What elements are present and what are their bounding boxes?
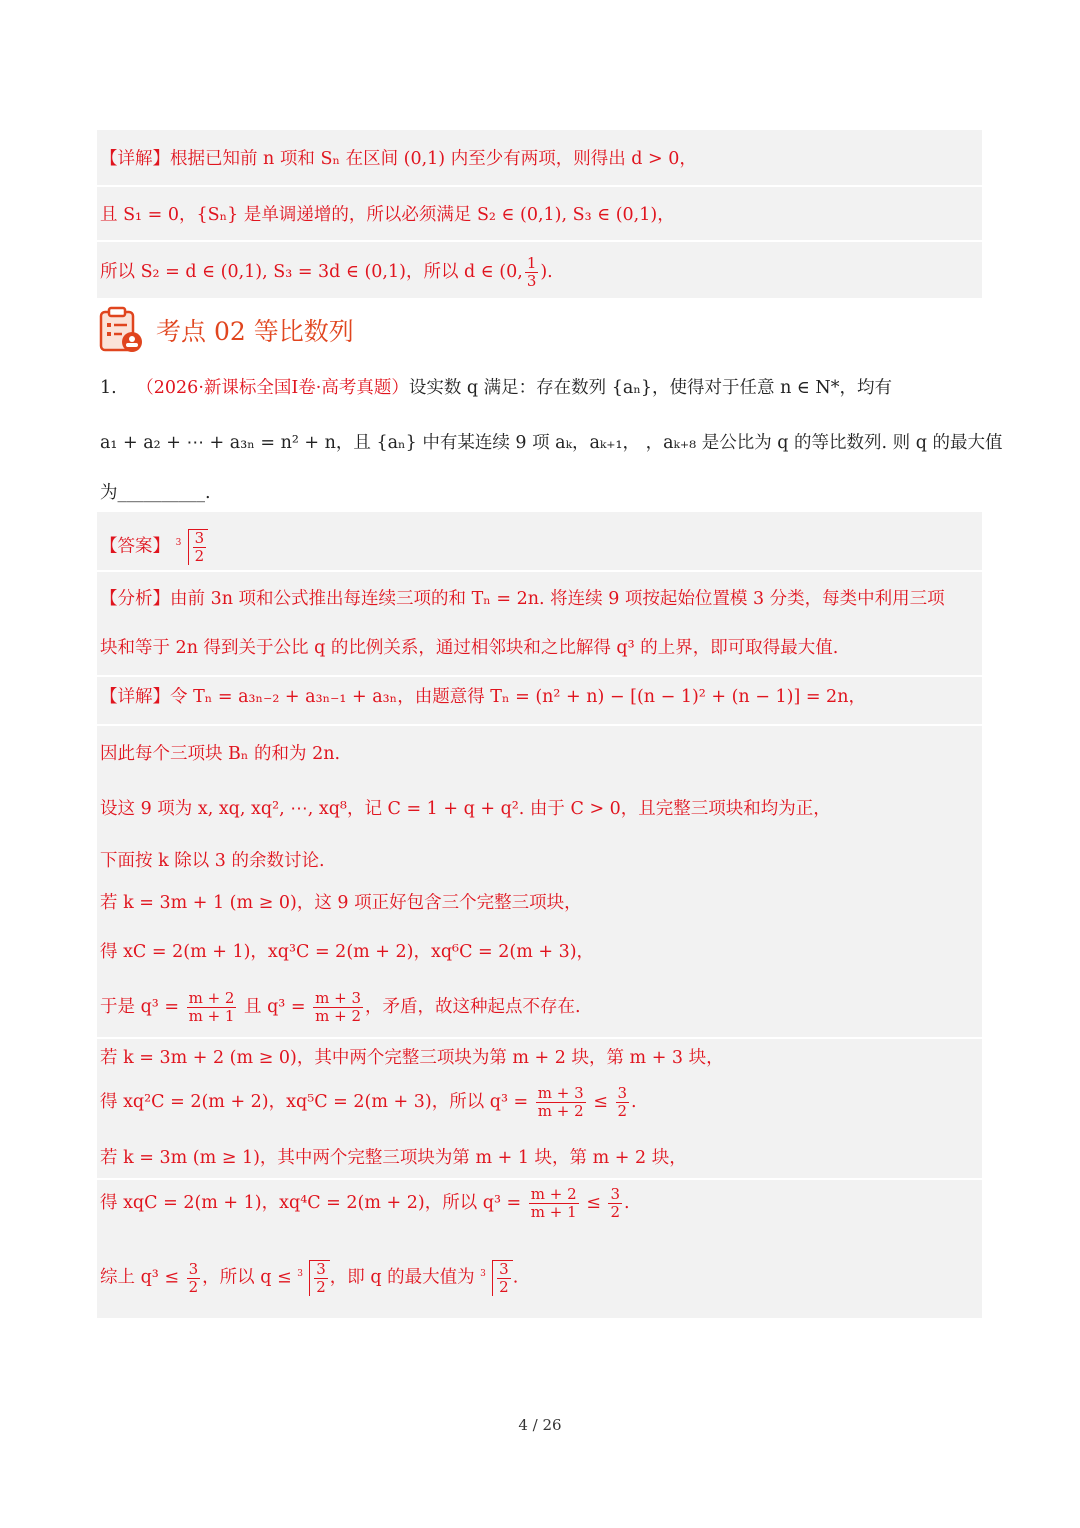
detail-text: 若 k = 3m (m ≥ 1)，其中两个完整三项块为第 m + 1 块，第 m + 2 块， xyxy=(100,1148,687,1168)
detail-line-5 xyxy=(100,891,582,915)
detail-line-10 xyxy=(100,1146,687,1170)
cube-root: 3 $\frac{3}{2}$ xyxy=(297,1260,330,1296)
clipboard-list-icon xyxy=(98,306,144,358)
detail-tag: 【详解】 xyxy=(100,149,170,169)
detail-line-12: 综上 q³ ≤ $\frac{3}{2}$ ，所以 q ≤ 3 $\frac{3}{2}$ ，即 q 的最大值为 3 $\frac{3}{2}$ . xyxy=(100,1259,519,1296)
question-text: 设实数 q 满足：存在数列 {aₙ}，使得对于任意 n ∈ N*，均有 xyxy=(408,378,892,398)
analysis-line-1 xyxy=(100,587,945,611)
answer-line xyxy=(100,529,208,565)
detail-text: 若 k = 3m + 1 (m ≥ 0)，这 9 项正好包含三个完整三项块， xyxy=(100,893,582,913)
row-separator xyxy=(97,240,982,242)
detail-tag: 【详解】 xyxy=(100,687,170,707)
detail-text: 根据已知前 n 项和 Sₙ 在区间 (0,1) 内至少有两项，则得出 d > 0， xyxy=(170,149,697,169)
question-text: a₁ + a₂ + ⋯ + a₃ₙ = n² + n，且 {aₙ} 中有某连续 9 项 aₖ，aₖ₊₁， ，aₖ₊₈ 是公比为 q 的等比数列. 则 q 的最大值 xyxy=(100,433,1003,453)
detail-text: 下面按 k 除以 3 的余数讨论. xyxy=(100,851,325,871)
analysis-line-2 xyxy=(100,636,838,660)
analysis-tag: 【分析】 xyxy=(100,589,170,609)
fraction: $\frac{1}{3}$ xyxy=(526,254,537,290)
cube-root: 3 $\frac{3}{2}$ xyxy=(176,529,209,565)
detail-line-8 xyxy=(100,1046,724,1070)
section-title: 考点 02 等比数列 xyxy=(156,317,354,346)
row-separator xyxy=(97,1178,982,1180)
question-line-2 xyxy=(100,431,1003,455)
question-line-3 xyxy=(100,481,211,505)
top-detail-line-1 xyxy=(100,147,697,171)
detail-line-6 xyxy=(100,940,594,964)
detail-line-2 xyxy=(100,742,340,766)
detail-line-9: 得 xq²C = 2(m + 2)，xq⁵C = 2(m + 3)，所以 q³ = $\frac{m + 3}{m + 2}$ ≤ $\frac{3}{2}$ . xyxy=(100,1084,637,1120)
question-source: （2026·新课标全国Ⅰ卷·高考真题） xyxy=(136,378,409,398)
row-separator xyxy=(97,675,982,677)
fraction: $\frac{3}{2}$ xyxy=(617,1084,628,1120)
cube-root: 3 $\frac{3}{2}$ xyxy=(480,1260,513,1296)
fraction: $\frac{3}{2}$ xyxy=(610,1185,621,1221)
fraction: $\frac{m + 3}{m + 2}$ xyxy=(537,1084,584,1120)
detail-text: 得 xC = 2(m + 1)，xq³C = 2(m + 2)，xq⁶C = 2(m + 3)， xyxy=(100,942,595,962)
row-separator xyxy=(97,570,982,572)
fraction: $\frac{m + 2}{m + 1}$ xyxy=(530,1185,577,1221)
row-separator xyxy=(97,1037,982,1039)
fraction: $\frac{m + 2}{m + 1}$ xyxy=(188,989,235,1025)
top-detail-line-2 xyxy=(100,203,675,227)
detail-line-3 xyxy=(100,797,831,821)
detail-text: 令 Tₙ = a₃ₙ₋₂ + a₃ₙ₋₁ + a₃ₙ，由题意得 Tₙ = (n² + n) − [(n − 1)² + (n − 1)] = 2n， xyxy=(170,687,866,707)
top-detail-line-3: 所以 S₂ = d ∈ (0,1), S₃ = 3d ∈ (0,1)，所以 d ∈ (0, $\frac{1}{3}$ ). xyxy=(100,254,553,290)
detail-text: 且 S₁ = 0，{Sₙ} 是单调递增的，所以必须满足 S₂ ∈ (0,1), S₃ ∈ (0,1)， xyxy=(100,205,675,225)
detail-line-11: 得 xqC = 2(m + 1)，xq⁴C = 2(m + 2)，所以 q³ = $\frac{m + 2}{m + 1}$ ≤ $\frac{3}{2}$ . xyxy=(100,1185,630,1221)
answer-tag: 【答案】 xyxy=(100,536,170,557)
question-number: 1. xyxy=(100,378,117,398)
detail-line-1 xyxy=(100,685,866,709)
row-separator xyxy=(97,185,982,187)
detail-text: 所以 S₂ = d ∈ (0,1), S₃ = 3d ∈ (0,1)，所以 d ∈ (0, xyxy=(100,262,523,282)
fraction: $\frac{3}{2}$ xyxy=(188,1259,199,1296)
detail-text: 因此每个三项块 Bₙ 的和为 2n. xyxy=(100,744,341,764)
question-line-1 xyxy=(100,376,892,400)
detail-text: 若 k = 3m + 2 (m ≥ 0)，其中两个完整三项块为第 m + 2 块，第 m + 3 块， xyxy=(100,1048,724,1068)
analysis-text: 由前 3n 项和公式推出每连续三项的和 Tₙ = 2n. 将连续 9 项按起始位置模 3 分类，每类中利用三项 xyxy=(170,589,945,609)
row-separator xyxy=(97,724,982,726)
page-number: 4 / 26 xyxy=(518,1416,562,1434)
detail-line-4 xyxy=(100,849,325,873)
analysis-text: 块和等于 2n 得到关于公比 q 的比例关系，通过相邻块和之比解得 q³ 的上界，即可取得最大值. xyxy=(100,638,839,658)
detail-text: 设这 9 项为 x, xq, xq², ⋯, xq⁸，记 C = 1 + q + q². 由于 C > 0，且完整三项块和均为正， xyxy=(100,799,831,819)
answer-blank: 为__________. xyxy=(100,483,211,503)
fraction: $\frac{m + 3}{m + 2}$ xyxy=(315,989,362,1025)
detail-line-7: 于是 q³ = $\frac{m + 2}{m + 1}$ 且 q³ = $\frac{m + 3}{m + 2}$ ，矛盾，故这种起点不存在. xyxy=(100,989,581,1025)
